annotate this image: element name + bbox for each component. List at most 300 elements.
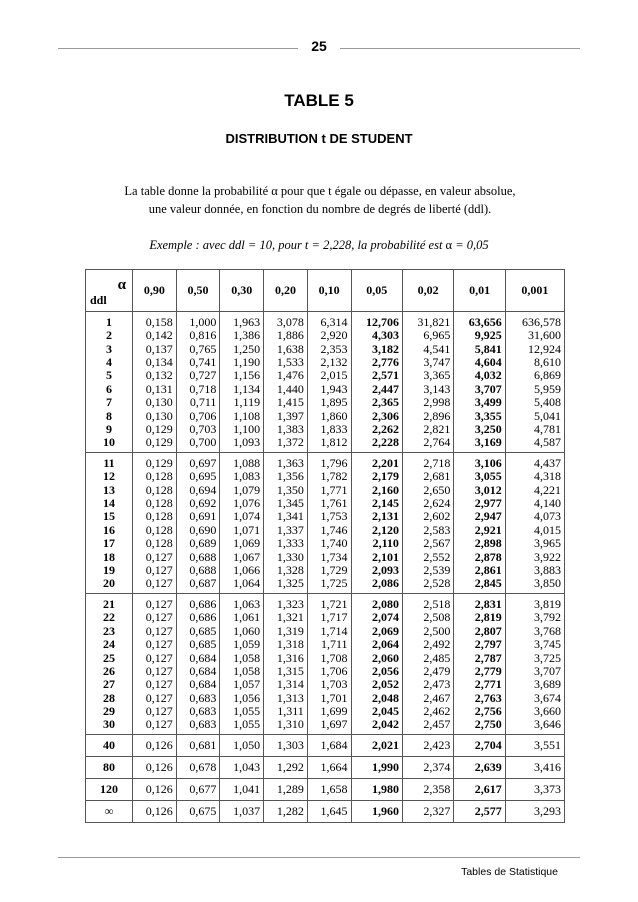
value-cell: 1,108 (220, 409, 264, 422)
value-cell: 2,048 (351, 692, 402, 705)
value-cell: 2,457 (402, 718, 453, 735)
value-cell: 0,128 (133, 497, 177, 510)
value-cell: 0,127 (133, 594, 177, 612)
column-header: 0,001 (505, 270, 564, 312)
table-row (86, 497, 565, 510)
value-cell: 1,397 (264, 409, 308, 422)
value-cell: 3,745 (505, 638, 564, 651)
value-cell: 1,316 (264, 651, 308, 664)
value-cell: 0,132 (133, 369, 177, 382)
table-row-group (86, 312, 565, 453)
ddl-cell: 16 (86, 524, 133, 537)
value-cell: 0,675 (176, 801, 220, 823)
value-cell: 1,119 (220, 396, 264, 409)
value-cell: 1,833 (307, 423, 351, 436)
value-cell: 2,179 (351, 470, 402, 483)
value-cell: 0,687 (176, 577, 220, 594)
value-cell: 2,750 (454, 718, 505, 735)
value-cell: 1,746 (307, 524, 351, 537)
value-cell: 3,707 (454, 383, 505, 396)
value-cell: 0,137 (133, 342, 177, 355)
value-cell: 0,126 (133, 757, 177, 779)
value-cell: 3,078 (264, 312, 308, 330)
value-cell: 1,960 (351, 801, 402, 823)
value-cell: 2,583 (402, 524, 453, 537)
value-cell: 2,467 (402, 692, 453, 705)
value-cell: 4,032 (454, 369, 505, 382)
value-cell: 1,729 (307, 564, 351, 577)
value-cell: 2,921 (454, 524, 505, 537)
alpha-symbol: α (117, 277, 126, 293)
value-cell: 1,311 (264, 705, 308, 718)
ddl-cell: 7 (86, 396, 133, 409)
value-cell: 2,120 (351, 524, 402, 537)
table-row (86, 779, 565, 801)
page-number: 25 (311, 38, 327, 54)
table-row (86, 638, 565, 651)
example (0, 238, 638, 253)
value-cell: 1,963 (220, 312, 264, 330)
value-cell: 0,127 (133, 577, 177, 594)
value-cell: 1,064 (220, 577, 264, 594)
value-cell: 3,365 (402, 369, 453, 382)
value-cell: 2,500 (402, 625, 453, 638)
value-cell: 2,365 (351, 396, 402, 409)
value-cell: 2,042 (351, 718, 402, 735)
value-cell: 0,692 (176, 497, 220, 510)
value-cell: 1,333 (264, 537, 308, 550)
value-cell: 2,681 (402, 470, 453, 483)
value-cell: 1,314 (264, 678, 308, 691)
value-cell: 1,134 (220, 383, 264, 396)
value-cell: 2,819 (454, 611, 505, 624)
value-cell: 2,977 (454, 497, 505, 510)
value-cell: 2,776 (351, 356, 402, 369)
value-cell: 1,703 (307, 678, 351, 691)
table-row (86, 383, 565, 396)
value-cell: 0,683 (176, 705, 220, 718)
description-line-1: La table donne la probabilité α pour que t égale ou dépasse, en valeur absolue, (124, 184, 516, 198)
table-row (86, 718, 565, 735)
value-cell: 0,683 (176, 692, 220, 705)
value-cell: 0,127 (133, 678, 177, 691)
value-cell: 2,015 (307, 369, 351, 382)
value-cell: 0,694 (176, 484, 220, 497)
value-cell: 1,055 (220, 705, 264, 718)
value-cell: 1,717 (307, 611, 351, 624)
value-cell: 1,037 (220, 801, 264, 823)
value-cell: 0,134 (133, 356, 177, 369)
value-cell: 0,127 (133, 550, 177, 563)
value-cell: 0,131 (133, 383, 177, 396)
value-cell: 3,922 (505, 550, 564, 563)
value-cell: 2,763 (454, 692, 505, 705)
value-cell: 0,765 (176, 342, 220, 355)
value-cell: 1,303 (264, 735, 308, 757)
table-row (86, 409, 565, 422)
table-row (86, 665, 565, 678)
value-cell: 1,041 (220, 779, 264, 801)
table-row (86, 735, 565, 757)
value-cell: 3,646 (505, 718, 564, 735)
description (90, 182, 550, 218)
value-cell: 6,965 (402, 329, 453, 342)
value-cell: 6,314 (307, 312, 351, 330)
value-cell: 3,551 (505, 735, 564, 757)
value-cell: 0,128 (133, 470, 177, 483)
value-cell: 2,845 (454, 577, 505, 594)
ddl-cell: 9 (86, 423, 133, 436)
table-row (86, 757, 565, 779)
table-row (86, 577, 565, 594)
value-cell: 2,358 (402, 779, 453, 801)
ddl-cell: 27 (86, 678, 133, 691)
header-rule-right (340, 48, 580, 49)
value-cell: 0,127 (133, 611, 177, 624)
value-cell: 3,250 (454, 423, 505, 436)
column-header: 0,20 (264, 270, 308, 312)
value-cell: 2,920 (307, 329, 351, 342)
ddl-cell: 19 (86, 564, 133, 577)
value-cell: 1,313 (264, 692, 308, 705)
value-cell: 2,462 (402, 705, 453, 718)
value-cell: 2,650 (402, 484, 453, 497)
value-cell: 1,356 (264, 470, 308, 483)
table-row (86, 436, 565, 453)
value-cell: 1,093 (220, 436, 264, 453)
example-text-before: Exemple : avec ddl = 10, pour t = 2,228, la probabilité est (149, 238, 446, 252)
value-cell: 1,325 (264, 577, 308, 594)
value-cell: 0,127 (133, 705, 177, 718)
value-cell: 1,100 (220, 423, 264, 436)
table-row (86, 611, 565, 624)
value-cell: 0,718 (176, 383, 220, 396)
value-cell: 2,764 (402, 436, 453, 453)
table-row (86, 312, 565, 330)
page-subtitle: DISTRIBUTION t DE STUDENT (225, 131, 413, 146)
value-cell: 1,050 (220, 735, 264, 757)
value-cell: 2,473 (402, 678, 453, 691)
value-cell: 2,756 (454, 705, 505, 718)
value-cell: 0,683 (176, 718, 220, 735)
description-line-2: une valeur donnée, en fonction du nombre de degrés de liberté (ddl). (148, 202, 492, 216)
value-cell: 1,250 (220, 342, 264, 355)
value-cell: 2,998 (402, 396, 453, 409)
value-cell: 2,861 (454, 564, 505, 577)
value-cell: 2,160 (351, 484, 402, 497)
value-cell: 0,129 (133, 436, 177, 453)
table-row (86, 510, 565, 523)
column-header: 0,50 (176, 270, 220, 312)
value-cell: 2,101 (351, 550, 402, 563)
table-row (86, 564, 565, 577)
table-row (86, 453, 565, 471)
value-cell: 2,060 (351, 651, 402, 664)
value-cell: 2,797 (454, 638, 505, 651)
value-cell: 1,282 (264, 801, 308, 823)
value-cell: 2,479 (402, 665, 453, 678)
value-cell: 2,021 (351, 735, 402, 757)
value-cell: 3,182 (351, 342, 402, 355)
value-cell: 2,492 (402, 638, 453, 651)
value-cell: 2,074 (351, 611, 402, 624)
value-cell: 2,306 (351, 409, 402, 422)
value-cell: 2,064 (351, 638, 402, 651)
footer: Tables de Statistique (461, 866, 558, 878)
value-cell: 3,725 (505, 651, 564, 664)
column-header: 0,10 (307, 270, 351, 312)
value-cell: 1,292 (264, 757, 308, 779)
value-cell: 2,602 (402, 510, 453, 523)
value-cell: 3,055 (454, 470, 505, 483)
value-cell: 2,052 (351, 678, 402, 691)
value-cell: 0,130 (133, 409, 177, 422)
table-row (86, 801, 565, 823)
value-cell: 1,533 (264, 356, 308, 369)
value-cell: 3,355 (454, 409, 505, 422)
ddl-cell: 12 (86, 470, 133, 483)
table-row (86, 484, 565, 497)
value-cell: 0,158 (133, 312, 177, 330)
value-cell: 0,129 (133, 453, 177, 471)
ddl-cell: 1 (86, 312, 133, 330)
header-row (86, 270, 565, 312)
value-cell: 0,678 (176, 757, 220, 779)
value-cell: 1,319 (264, 625, 308, 638)
value-cell: 1,190 (220, 356, 264, 369)
value-cell: 2,567 (402, 537, 453, 550)
value-cell: 2,528 (402, 577, 453, 594)
value-cell: 1,323 (264, 594, 308, 612)
ddl-cell: 2 (86, 329, 133, 342)
value-cell: 3,747 (402, 356, 453, 369)
value-cell: 1,753 (307, 510, 351, 523)
value-cell: 1,860 (307, 409, 351, 422)
table-row (86, 705, 565, 718)
value-cell: 2,577 (454, 801, 505, 823)
column-header: 0,01 (454, 270, 505, 312)
value-cell: 3,819 (505, 594, 564, 612)
value-cell: 0,684 (176, 678, 220, 691)
table-row (86, 692, 565, 705)
value-cell: 1,684 (307, 735, 351, 757)
example-text-after: = 0,05 (452, 238, 489, 252)
value-cell: 3,850 (505, 577, 564, 594)
value-cell: 0,695 (176, 470, 220, 483)
value-cell: 2,771 (454, 678, 505, 691)
ddl-cell: 15 (86, 510, 133, 523)
value-cell: 2,704 (454, 735, 505, 757)
value-cell: 63,656 (454, 312, 505, 330)
value-cell: 0,677 (176, 779, 220, 801)
value-cell: 1,074 (220, 510, 264, 523)
value-cell: 4,437 (505, 453, 564, 471)
value-cell: 0,686 (176, 594, 220, 612)
value-cell: 2,447 (351, 383, 402, 396)
value-cell: 3,293 (505, 801, 564, 823)
value-cell: 2,327 (402, 801, 453, 823)
value-cell: 1,043 (220, 757, 264, 779)
value-cell: 1,350 (264, 484, 308, 497)
value-cell: 2,878 (454, 550, 505, 563)
value-cell: 1,000 (176, 312, 220, 330)
table-row (86, 537, 565, 550)
table-row-group (86, 594, 565, 735)
value-cell: 2,132 (307, 356, 351, 369)
value-cell: 3,499 (454, 396, 505, 409)
value-cell: 4,781 (505, 423, 564, 436)
value-cell: 1,056 (220, 692, 264, 705)
table-row (86, 423, 565, 436)
value-cell: 4,015 (505, 524, 564, 537)
value-cell: 1,067 (220, 550, 264, 563)
value-cell: 2,617 (454, 779, 505, 801)
ddl-cell: 4 (86, 356, 133, 369)
table-row (86, 651, 565, 664)
value-cell: 2,131 (351, 510, 402, 523)
value-cell: 0,684 (176, 651, 220, 664)
value-cell: 1,076 (220, 497, 264, 510)
ddl-cell: 30 (86, 718, 133, 735)
value-cell: 1,761 (307, 497, 351, 510)
value-cell: 8,610 (505, 356, 564, 369)
value-cell: 3,883 (505, 564, 564, 577)
table-row (86, 396, 565, 409)
value-cell: 1,782 (307, 470, 351, 483)
value-cell: 4,073 (505, 510, 564, 523)
value-cell: 0,711 (176, 396, 220, 409)
value-cell: 1,658 (307, 779, 351, 801)
value-cell: 0,130 (133, 396, 177, 409)
value-cell: 1,083 (220, 470, 264, 483)
value-cell: 2,262 (351, 423, 402, 436)
table-row (86, 594, 565, 612)
value-cell: 0,691 (176, 510, 220, 523)
value-cell: 0,127 (133, 718, 177, 735)
value-cell: 1,315 (264, 665, 308, 678)
value-cell: 636,578 (505, 312, 564, 330)
value-cell: 1,321 (264, 611, 308, 624)
value-cell: 0,684 (176, 665, 220, 678)
value-cell: 1,895 (307, 396, 351, 409)
value-cell: 1,701 (307, 692, 351, 705)
value-cell: 31,821 (402, 312, 453, 330)
value-cell: 0,127 (133, 625, 177, 638)
value-cell: 2,947 (454, 510, 505, 523)
table-row (86, 342, 565, 355)
column-header: 0,30 (220, 270, 264, 312)
value-cell: 0,703 (176, 423, 220, 436)
value-cell: 1,980 (351, 779, 402, 801)
value-cell: 3,012 (454, 484, 505, 497)
ddl-cell: 26 (86, 665, 133, 678)
value-cell: 1,708 (307, 651, 351, 664)
ddl-label: ddl (90, 293, 107, 307)
value-cell: 5,959 (505, 383, 564, 396)
value-cell: 3,965 (505, 537, 564, 550)
value-cell: 2,228 (351, 436, 402, 453)
column-header: 0,02 (402, 270, 453, 312)
value-cell: 0,686 (176, 611, 220, 624)
student-t-table (85, 269, 565, 823)
value-cell: 1,638 (264, 342, 308, 355)
value-cell: 0,689 (176, 537, 220, 550)
value-cell: 2,779 (454, 665, 505, 678)
table-row-group (86, 757, 565, 779)
ddl-cell: 10 (86, 436, 133, 453)
ddl-cell: 6 (86, 383, 133, 396)
value-cell: 0,128 (133, 484, 177, 497)
value-cell: 1,476 (264, 369, 308, 382)
value-cell: 0,127 (133, 651, 177, 664)
value-cell: 0,688 (176, 564, 220, 577)
value-cell: 5,841 (454, 342, 505, 355)
column-header: 0,05 (351, 270, 402, 312)
value-cell: 0,128 (133, 524, 177, 537)
table-row (86, 369, 565, 382)
value-cell: 1,725 (307, 577, 351, 594)
value-cell: 0,128 (133, 510, 177, 523)
value-cell: 4,140 (505, 497, 564, 510)
value-cell: 4,587 (505, 436, 564, 453)
ddl-cell: 21 (86, 594, 133, 612)
page-title: TABLE 5 (284, 91, 354, 110)
value-cell: 4,541 (402, 342, 453, 355)
ddl-cell: 18 (86, 550, 133, 563)
value-cell: 1,337 (264, 524, 308, 537)
value-cell: 6,869 (505, 369, 564, 382)
ddl-cell: 23 (86, 625, 133, 638)
value-cell: 0,697 (176, 453, 220, 471)
value-cell: 1,061 (220, 611, 264, 624)
value-cell: 2,374 (402, 757, 453, 779)
value-cell: 1,697 (307, 718, 351, 735)
value-cell: 1,156 (220, 369, 264, 382)
ddl-cell: 20 (86, 577, 133, 594)
value-cell: 2,639 (454, 757, 505, 779)
value-cell: 0,127 (133, 564, 177, 577)
value-cell: 1,088 (220, 453, 264, 471)
ddl-cell: 17 (86, 537, 133, 550)
value-cell: 3,169 (454, 436, 505, 453)
value-cell: 2,485 (402, 651, 453, 664)
value-cell: 1,386 (220, 329, 264, 342)
value-cell: 0,128 (133, 537, 177, 550)
value-cell: 4,318 (505, 470, 564, 483)
value-cell: 31,600 (505, 329, 564, 342)
ddl-cell: 11 (86, 453, 133, 471)
value-cell: 1,645 (307, 801, 351, 823)
value-cell: 5,408 (505, 396, 564, 409)
value-cell: 1,058 (220, 651, 264, 664)
value-cell: 1,328 (264, 564, 308, 577)
footer-rule (58, 857, 580, 858)
value-cell: 2,080 (351, 594, 402, 612)
ddl-cell: 13 (86, 484, 133, 497)
value-cell: 3,143 (402, 383, 453, 396)
value-cell: 2,718 (402, 453, 453, 471)
value-cell: 2,821 (402, 423, 453, 436)
value-cell: 0,126 (133, 779, 177, 801)
value-cell: 1,069 (220, 537, 264, 550)
value-cell: 4,303 (351, 329, 402, 342)
value-cell: 3,660 (505, 705, 564, 718)
ddl-cell: 3 (86, 342, 133, 355)
ddl-cell: 24 (86, 638, 133, 651)
value-cell: 1,345 (264, 497, 308, 510)
value-cell: 1,664 (307, 757, 351, 779)
value-cell: 1,341 (264, 510, 308, 523)
